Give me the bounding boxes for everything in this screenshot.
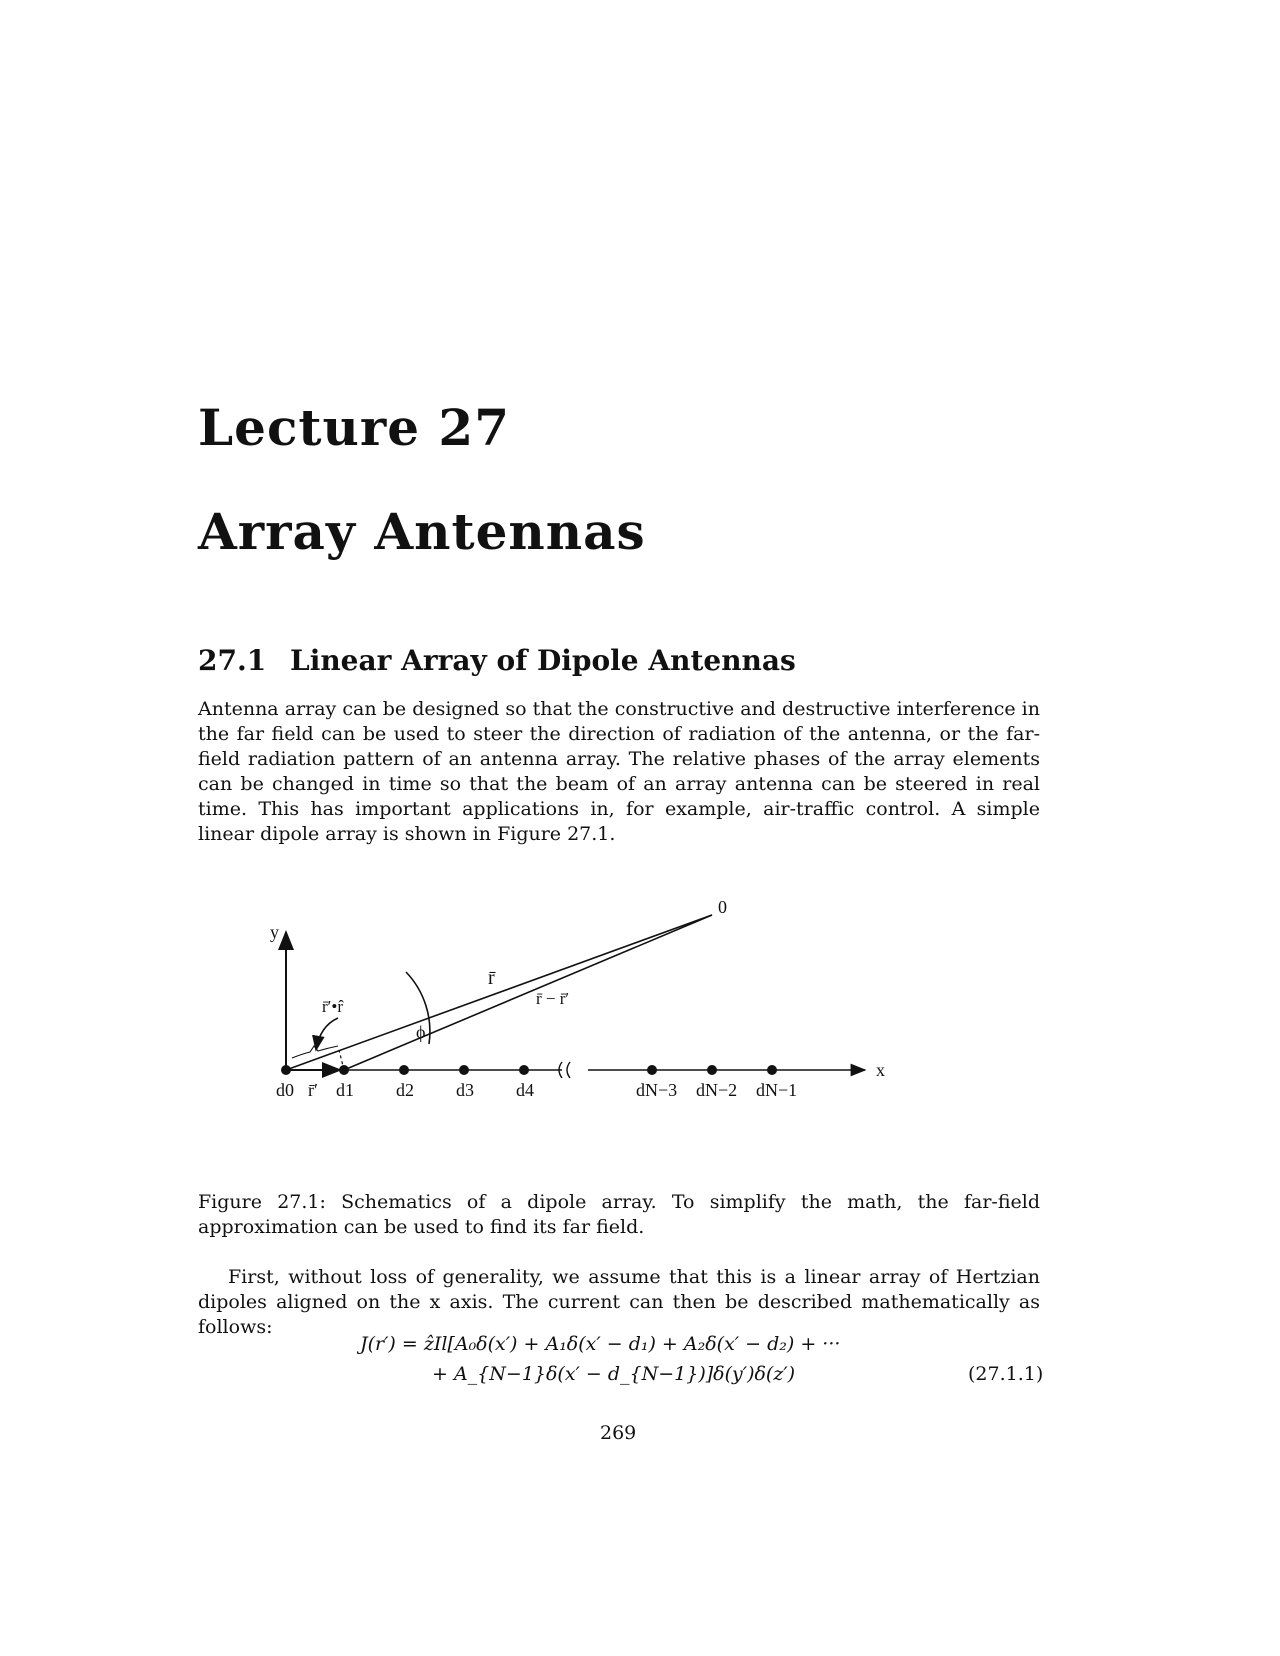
equation-line-2: + A_{N−1}δ(x′ − d_{N−1})]δ(y′)δ(z′) (432, 1363, 796, 1385)
element-dot-dN-1 (767, 1065, 777, 1075)
chapter-label: Lecture 27 (198, 398, 511, 457)
element-dot-d0 (281, 1065, 291, 1075)
r-minus-rprime-line (344, 915, 712, 1070)
element-label: d2 (396, 1080, 414, 1100)
element-label: d1 (336, 1080, 354, 1100)
section-heading (198, 644, 796, 677)
element-label: dN−3 (636, 1080, 678, 1100)
element-label: dN−2 (696, 1080, 738, 1100)
r-minus-rprime-label: r̄ − r̄′ (536, 989, 570, 1008)
chapter-title: Array Antennas (198, 502, 646, 561)
element-dot-dN-3 (647, 1065, 657, 1075)
x-axis-label: x (876, 1060, 885, 1080)
rprime-label: r̄′ (308, 1080, 318, 1100)
r-vector-label: r̄ (488, 967, 495, 989)
phi-label: ϕ (416, 1022, 426, 1042)
element-dot-d2 (399, 1065, 409, 1075)
section-number: 27.1 (198, 644, 267, 677)
equation-number: (27.1.1) (968, 1363, 1044, 1385)
element-label: d3 (456, 1080, 474, 1100)
projection-brace (292, 1046, 338, 1058)
second-paragraph: First, without loss of generality, we assume that this is a linear array of Hertzian dipoles aligned on the x axis. The current can then be described mathematically as follows: (198, 1266, 1040, 1338)
observation-point-label: 0 (718, 897, 727, 917)
y-axis-label: y (270, 922, 279, 942)
element-dot-d3 (459, 1065, 469, 1075)
element-dot-d1 (339, 1065, 349, 1075)
page-number: 269 (600, 1422, 637, 1444)
r-vector-line (286, 915, 712, 1070)
element-label: d4 (516, 1080, 534, 1100)
element-label: d0 (276, 1080, 294, 1100)
projection-callout-arrow (316, 1018, 338, 1050)
element-dot-dN-2 (707, 1065, 717, 1075)
dipole-array-figure (240, 880, 920, 1110)
figure-caption: Figure 27.1: Schematics of a dipole array. To simplify the math, the far-field approximation can be used to find its far field. (198, 1191, 1040, 1238)
rprime-dot-rhat-label: r̄′•r̂ (322, 997, 343, 1016)
equation-line-1: J(r′) = ẑIl[A₀δ(x′) + A₁δ(x′ − d₁) + A₂δ(x′ − d₂) + ··· (360, 1333, 841, 1355)
intro-paragraph: Antenna array can be designed so that the constructive and destructive interference in the far field can be used to steer the direction of radiation of the antenna, or the far-field radiation pattern of an antenna array. The relative phases of the array elements can be changed in time so that the beam of an array antenna can be steered in real time. This has important applications in, for example, air-traffic control. A simple linear dipole array is shown in Figure 27.1. (198, 698, 1040, 845)
element-label: dN−1 (756, 1080, 798, 1100)
section-title: Linear Array of Dipole Antennas (290, 644, 796, 677)
element-dot-d4 (519, 1065, 529, 1075)
